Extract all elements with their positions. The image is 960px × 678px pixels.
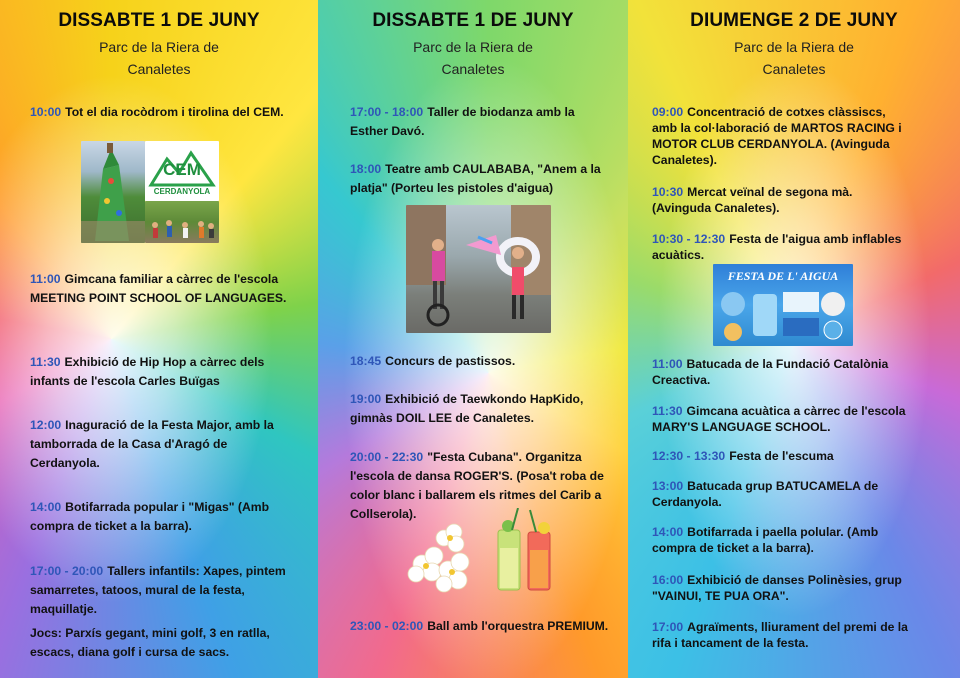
event-item bbox=[30, 103, 285, 122]
event-text: Botifarrada popular i "Migas" (Amb compra de ticket a la barra). bbox=[30, 500, 270, 533]
event-text: Exhibició de danses Polinèsies, grup "VAINUI, TE PUA ORA". bbox=[652, 573, 902, 603]
event-time: 10:30 bbox=[652, 185, 684, 199]
event-item bbox=[652, 184, 902, 216]
cem-logo-text: CEM bbox=[163, 160, 201, 179]
event-time: 11:30 bbox=[652, 404, 683, 418]
location-line-2: Canaletes bbox=[762, 61, 826, 77]
event-time: 12:30 - 13:30 bbox=[652, 449, 726, 463]
event-time: 11:30 bbox=[30, 355, 61, 369]
column-header bbox=[628, 10, 960, 80]
event-item bbox=[652, 524, 914, 556]
event-text: Exhibició de Taewkondo HapKido, gimnàs DOIL LEE de Canaletes. bbox=[350, 392, 584, 425]
event-text: Botifarrada i paella polular. (Amb compra de ticket a la barra). bbox=[652, 525, 879, 555]
cem-logo-subtext: CERDANYOLA bbox=[153, 187, 211, 196]
event-time: 17:00 - 18:00 bbox=[350, 105, 424, 119]
poster-title: FESTA DE L' AIGUA bbox=[727, 269, 839, 283]
event-text: Gimcana familiar a càrrec de l'escola MEETING POINT SCHOOL OF LANGUAGES. bbox=[30, 272, 287, 305]
event-time: 16:00 bbox=[652, 573, 684, 587]
event-text: Exhibició de Hip Hop a càrrec dels infants de l'escola Carles Buïgas bbox=[30, 355, 265, 388]
water-party-poster bbox=[713, 264, 853, 346]
day-title: DIUMENGE 2 DE JUNY bbox=[690, 10, 898, 31]
event-time: 19:00 bbox=[350, 392, 382, 406]
event-item bbox=[652, 403, 922, 435]
event-item bbox=[350, 103, 610, 141]
location-line-1: Parc de la Riera de bbox=[413, 39, 533, 55]
event-text: Festa de l'escuma bbox=[729, 449, 834, 463]
location-line-1: Parc de la Riera de bbox=[99, 39, 219, 55]
location-line-1: Parc de la Riera de bbox=[734, 39, 854, 55]
event-item bbox=[350, 390, 612, 428]
event-item bbox=[30, 416, 292, 473]
event-item bbox=[30, 562, 292, 619]
cocktails-flowers-illustration bbox=[404, 508, 564, 596]
event-time: 14:00 bbox=[652, 525, 684, 539]
column-header bbox=[318, 10, 628, 80]
day-title: DISSABTE 1 DE JUNY bbox=[372, 10, 574, 31]
event-item bbox=[652, 356, 914, 388]
event-item bbox=[350, 352, 612, 371]
column-sunday bbox=[628, 0, 960, 678]
event-text: Taller de biodanza amb la Esther Davó. bbox=[350, 105, 575, 138]
event-time: 17:00 - 20:00 bbox=[30, 564, 104, 578]
event-text: Batucada grup BATUCAMELA de Cerdanyola. bbox=[652, 479, 879, 509]
event-time: 09:00 bbox=[652, 105, 684, 119]
event-item bbox=[350, 160, 612, 198]
column-header bbox=[0, 10, 318, 80]
event-item bbox=[30, 270, 292, 308]
event-text: Tallers infantils: Xapes, pintem samarretes, tatoos, mural de la festa, maquillatje. bbox=[30, 564, 286, 616]
event-time: 18:45 bbox=[350, 354, 382, 368]
event-item bbox=[652, 231, 902, 263]
event-time: 14:00 bbox=[30, 500, 62, 514]
event-text: Teatre amb CAULABABA, "Anem a la platja" (Porteu les pistoles d'aigua) bbox=[350, 162, 601, 195]
event-time: 11:00 bbox=[652, 357, 683, 371]
location-line-2: Canaletes bbox=[441, 61, 505, 77]
climbing-wall-photo bbox=[81, 141, 145, 243]
crowd-photo bbox=[145, 201, 219, 243]
event-text: Ball amb l'orquestra PREMIUM. bbox=[427, 619, 609, 633]
event-time: 10:30 - 12:30 bbox=[652, 232, 726, 246]
event-item bbox=[30, 498, 292, 536]
location-line-2: Canaletes bbox=[127, 61, 191, 77]
event-text: Tot el dia rocòdrom i tirolina del CEM. bbox=[65, 105, 284, 119]
event-text: Festa de l'aigua amb inflables acuàtics. bbox=[652, 232, 902, 262]
event-time: 20:00 - 22:30 bbox=[350, 450, 424, 464]
event-item bbox=[652, 572, 914, 604]
performers-photo bbox=[406, 205, 551, 333]
day-title: DISSABTE 1 DE JUNY bbox=[58, 10, 260, 31]
event-item bbox=[652, 478, 914, 510]
event-time: 10:00 bbox=[30, 105, 62, 119]
event-text: "Festa Cubana". Organitza l'escola de dansa ROGER'S. (Posa't roba de color blanc i ballarem els ritmes del Carib a Collserola). bbox=[350, 450, 604, 521]
event-text: Inaguració de la Festa Major, amb la tamborrada de la Casa d'Aragó de Cerdanyola. bbox=[30, 418, 274, 470]
event-text: Agraïments, lliurament del premi de la rifa i tancament de la festa. bbox=[652, 620, 908, 650]
event-text: Mercat veïnal de segona mà. (Avinguda Canaletes). bbox=[652, 185, 853, 215]
event-item bbox=[652, 619, 914, 651]
event-time: 23:00 - 02:00 bbox=[350, 619, 424, 633]
event-time: 17:00 bbox=[652, 620, 684, 634]
event-text: Concurs de pastissos. bbox=[385, 354, 516, 368]
event-time: 13:00 bbox=[652, 479, 684, 493]
column-saturday-evening bbox=[318, 0, 628, 678]
event-time: 11:00 bbox=[30, 272, 61, 286]
event-item bbox=[652, 448, 914, 464]
event-time: 18:00 bbox=[350, 162, 382, 176]
cem-logo bbox=[145, 141, 219, 201]
activities-note: Jocs: Parxís gegant, mini golf, 3 en ratlla, escacs, diana golf i cursa de sacs. bbox=[30, 626, 270, 659]
event-text: Batucada de la Fundació Catalònia Creactiva. bbox=[652, 357, 889, 387]
event-text: Gimcana acuàtica a càrrec de l'escola MARY'S LANGUAGE SCHOOL. bbox=[652, 404, 906, 434]
event-item bbox=[652, 104, 914, 168]
event-text: Concentració de cotxes clàssiscs, amb la col·laboració de MARTOS RACING i MOTOR CLUB CERDANYOLA. (Avinguda Canaletes). bbox=[652, 105, 902, 167]
event-item bbox=[350, 617, 612, 636]
event-time: 12:00 bbox=[30, 418, 62, 432]
event-item bbox=[30, 353, 292, 391]
column-saturday-morning bbox=[0, 0, 318, 678]
